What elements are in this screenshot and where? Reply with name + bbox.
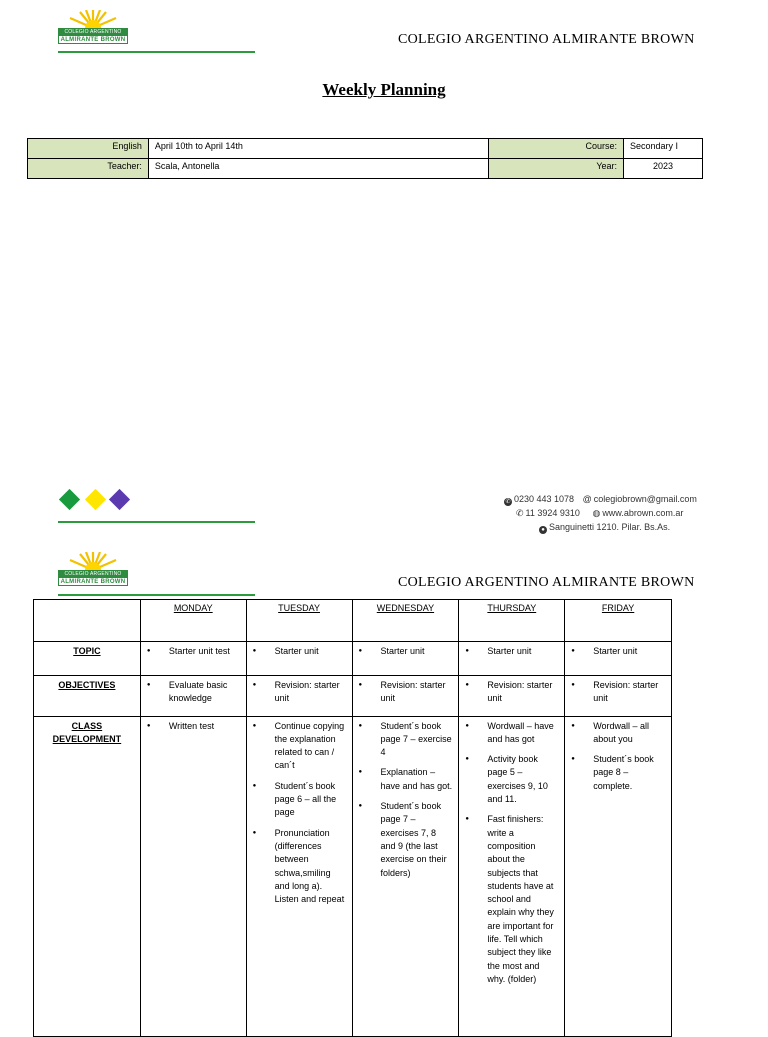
yellow-diamond-icon [85, 489, 106, 510]
objectives-cell [565, 676, 672, 717]
list-item: ● Explanation – have and has got. [359, 766, 453, 793]
logo-line2: ALMIRANTE BROWN [60, 37, 126, 43]
email-address: colegiobrown@gmail.com [593, 494, 697, 504]
school-logo [58, 10, 128, 50]
course-label: Course: [489, 139, 624, 159]
topic-cell [565, 642, 672, 676]
day-header-row [34, 600, 672, 642]
list-item: ● Fast finishers: write a composition about the subjects that students have at school and explain why they are important for life. Tell which subject they like the most and why. (folder) [465, 813, 558, 986]
dates-value: April 10th to April 14th [148, 139, 488, 159]
row-header-objectives: OBJECTIVES [34, 676, 141, 717]
list-item: ● Student´s book page 8 – complete. [571, 753, 665, 793]
development-cell-monday [140, 716, 246, 1036]
class-development-row [34, 716, 672, 1036]
email-icon: @ [582, 494, 592, 504]
list-item: ● Starter unit [465, 645, 558, 658]
logo-band [58, 28, 128, 44]
list-item: ● Wordwall – have and has got [465, 720, 558, 747]
info-table [27, 138, 703, 179]
objectives-cell [352, 676, 459, 717]
list-item: ● Revision: starter unit [571, 679, 665, 706]
contact-line-1 [504, 494, 697, 506]
whatsapp-icon: ✆ [516, 508, 524, 518]
day-header-wednesday: WEDNESDAY [352, 600, 459, 642]
course-value: Secondary I [624, 139, 703, 159]
topic-cell [140, 642, 246, 676]
year-value: 2023 [624, 159, 703, 179]
list-item: ● Student´s book page 7 – exercise 4 [359, 720, 453, 760]
contact-line-2 [516, 508, 683, 519]
logo-line1: COLEGIO ARGENTINO [59, 571, 127, 578]
teacher-label: Teacher: [28, 159, 149, 179]
list-item: ● Activity book page 5 – exercises 9, 10 and 11. [465, 753, 558, 806]
school-logo [58, 552, 128, 592]
day-header-tuesday: TUESDAY [246, 600, 352, 642]
corner-cell [34, 600, 141, 642]
contact-line-3 [539, 522, 670, 534]
row-header-class-development: CLASS DEVELOPMENT [34, 716, 141, 1036]
topic-cell [246, 642, 352, 676]
topic-row [34, 642, 672, 676]
list-item: ● Continue copying the explanation related to can / can´t [253, 720, 346, 773]
header-rule [58, 51, 255, 53]
school-name: COLEGIO ARGENTINO ALMIRANTE BROWN [398, 575, 695, 590]
day-header-friday: FRIDAY [565, 600, 672, 642]
list-item: ● Student´s book page 7 – exercises 7, 8 and 9 (the last exercise on their folders) [359, 800, 453, 880]
school-name: COLEGIO ARGENTINO ALMIRANTE BROWN [398, 32, 695, 47]
website: www.abrown.com.ar [602, 508, 684, 518]
list-item: ● Student´s book page 6 – all the page [253, 780, 346, 820]
phone-icon: ✆ [505, 499, 511, 505]
row-header-topic: TOPIC [34, 642, 141, 676]
list-item: ● Written test [147, 720, 240, 733]
logo-line1: COLEGIO ARGENTINO [59, 29, 127, 36]
list-item: ● Revision: starter unit [359, 679, 453, 706]
web-icon: ◍ [592, 508, 601, 518]
development-cell-tuesday [246, 716, 352, 1036]
day-header-thursday: THURSDAY [459, 600, 565, 642]
info-row [28, 159, 703, 179]
objectives-cell [459, 676, 565, 717]
purple-diamond-icon [109, 489, 130, 510]
list-item: ● Revision: starter unit [253, 679, 346, 706]
list-item: ● Wordwall – all about you [571, 720, 665, 747]
list-item: ● Starter unit [253, 645, 346, 658]
teacher-value: Scala, Antonella [148, 159, 488, 179]
planning-table [33, 599, 672, 1037]
list-item: ● Evaluate basic knowledge [147, 679, 240, 706]
header-rule [58, 594, 255, 596]
development-cell-wednesday [352, 716, 459, 1036]
info-row [28, 139, 703, 159]
objectives-cell [246, 676, 352, 717]
footer-rule [58, 521, 255, 523]
sun-icon [66, 10, 120, 28]
phone-number: 0230 443 1078 [514, 494, 575, 504]
whatsapp-number: 11 3924 9310 [525, 508, 580, 518]
page-title: Weekly Planning [322, 80, 446, 99]
year-label: Year: [489, 159, 624, 179]
list-item: ● Starter unit [571, 645, 665, 658]
topic-cell [459, 642, 565, 676]
objectives-row [34, 676, 672, 717]
list-item: ● Pronunciation (differences between schwa,smiling and long a). Listen and repeat [253, 827, 346, 907]
list-item: ● Starter unit test [147, 645, 240, 658]
topic-cell [352, 642, 459, 676]
logo-band [58, 570, 128, 586]
day-header-monday: MONDAY [140, 600, 246, 642]
development-cell-friday [565, 716, 672, 1036]
location-icon: ● [539, 526, 547, 534]
list-item: ● Revision: starter unit [465, 679, 558, 706]
list-item: ● Starter unit [359, 645, 453, 658]
objectives-cell [140, 676, 246, 717]
green-diamond-icon [59, 489, 80, 510]
development-cell-thursday [459, 716, 565, 1036]
address: Sanguinetti 1210. Pilar. Bs.As. [549, 522, 671, 532]
logo-line2: ALMIRANTE BROWN [60, 579, 126, 585]
subject-label: English [28, 139, 149, 159]
sun-icon [66, 552, 120, 570]
